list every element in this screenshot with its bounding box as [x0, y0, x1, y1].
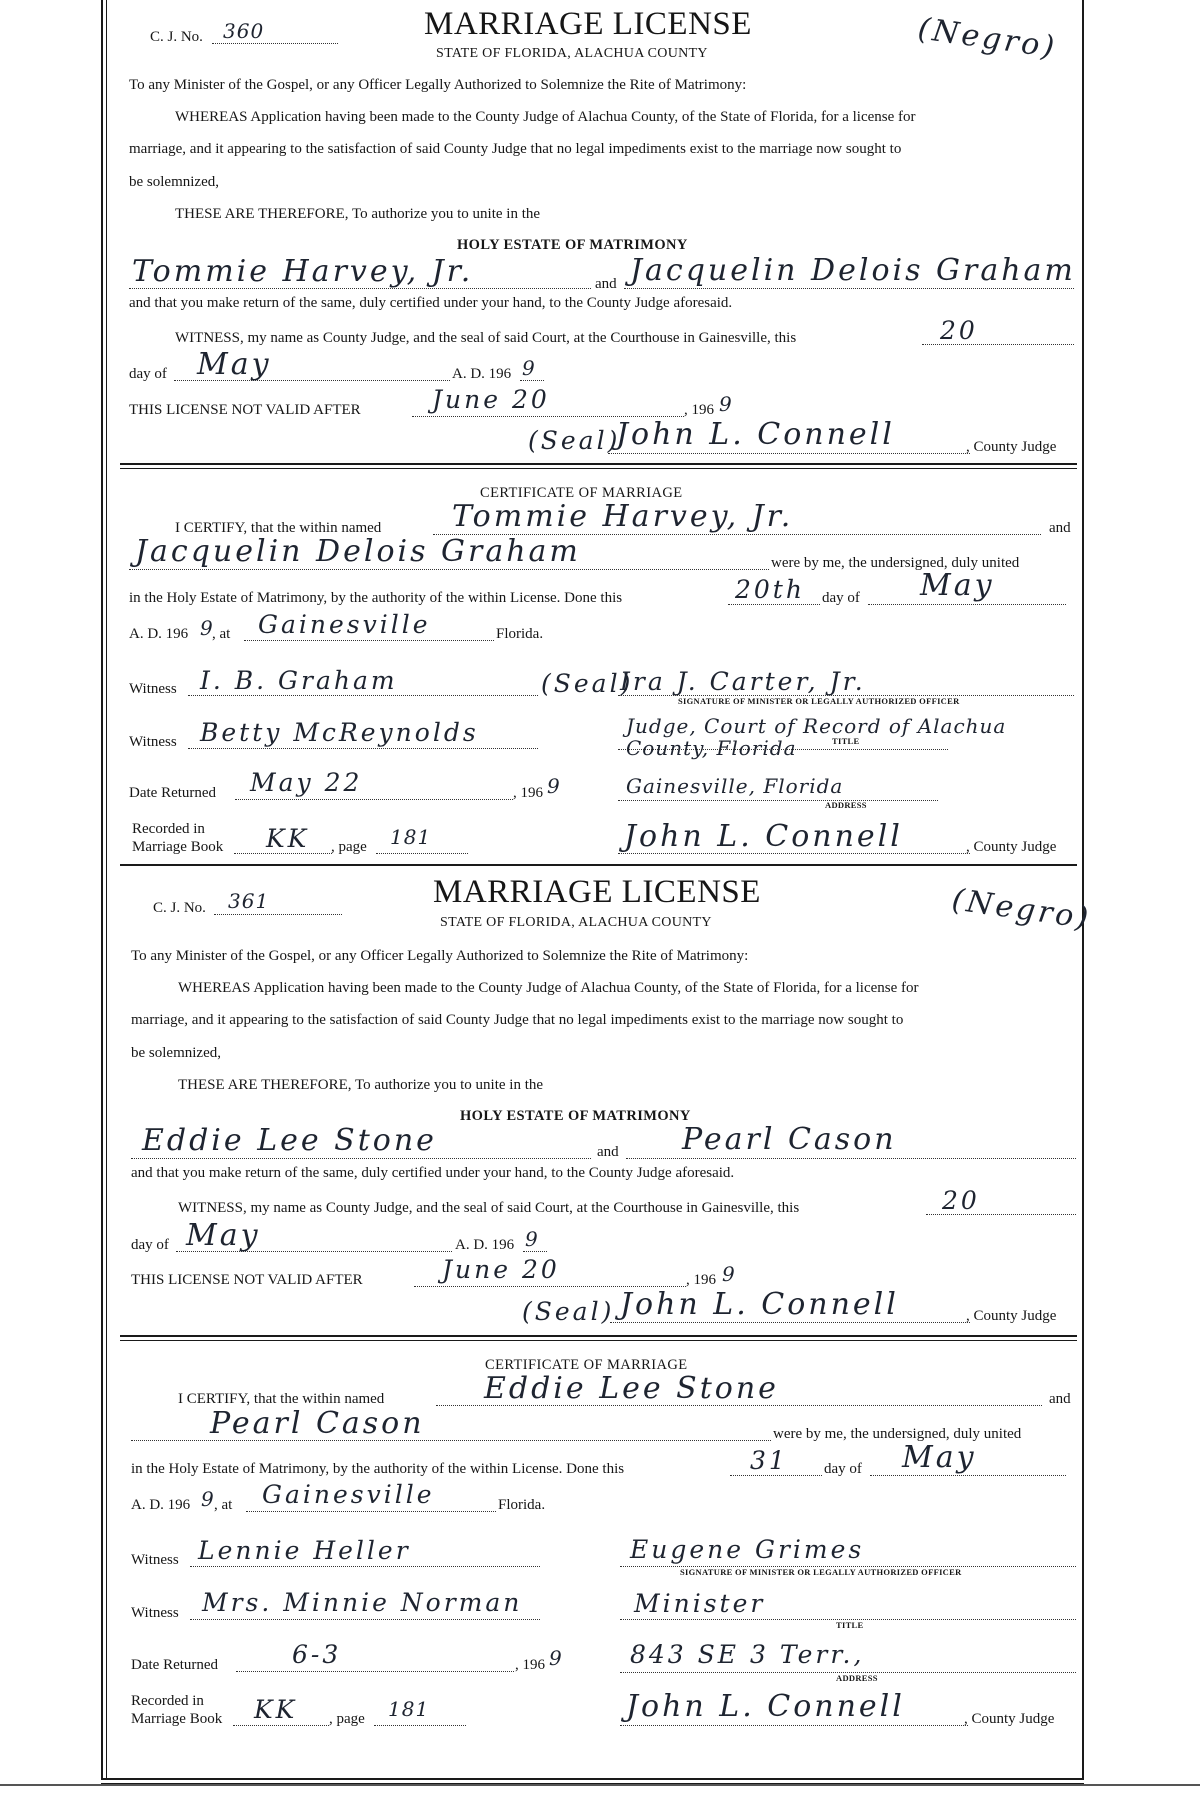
- return-line: and that you make return of the same, duly certified under your hand, to the County Judge aforesaid.: [131, 1165, 735, 1181]
- judge-seal: (Seal): [522, 1297, 615, 1326]
- officer-title: Minister: [634, 1589, 766, 1618]
- not-valid-label: THIS LICENSE NOT VALID AFTER: [129, 402, 361, 418]
- marriage-place: Gainesville: [262, 1480, 435, 1509]
- judge-line: [610, 1321, 970, 1323]
- day-of-label: day of: [129, 366, 167, 382]
- cert-county-judge-label: , County Judge: [966, 839, 1057, 855]
- frame-left-border: [101, 0, 103, 1780]
- at-label: , at: [212, 626, 231, 642]
- whereas-line-3: be solemnized,: [131, 1045, 221, 1061]
- and-word: and: [597, 1144, 619, 1160]
- cert-judge-signature: John L. Connell: [626, 1689, 905, 1724]
- witness1-signature: I. B. Graham: [200, 666, 398, 695]
- marriage-place: Gainesville: [258, 610, 431, 639]
- cert-year-digit: 9: [201, 1487, 214, 1511]
- judge-line: [608, 452, 970, 454]
- signature-caption: SIGNATURE OF MINISTER OR LEGALLY AUTHORIZED OFFICER: [678, 696, 960, 706]
- officer-signature: Eugene Grimes: [630, 1535, 865, 1564]
- ad-label: A. D. 196: [455, 1237, 515, 1253]
- done-day: 31: [750, 1446, 788, 1475]
- date-returned: May 22: [250, 768, 363, 797]
- whereas-line-2: marriage, and it appearing to the satisfaction of said County Judge that no legal impediments exist to the marriage now sought to: [129, 141, 902, 157]
- license-divider-inner: [120, 1340, 1077, 1341]
- marriage-book-label: Marriage Book: [131, 1711, 223, 1727]
- issue-month: May: [186, 1218, 261, 1253]
- cert-judge-line: [620, 1724, 968, 1726]
- certificate-heading: CERTIFICATE OF MARRIAGE: [485, 1357, 688, 1373]
- issue-day: 20: [942, 1186, 980, 1215]
- signature-caption: SIGNATURE OF MINISTER OR LEGALLY AUTHORIZED OFFICER: [680, 1567, 962, 1577]
- return-line: and that you make return of the same, duly certified under your hand, to the County Judge aforesaid.: [129, 295, 733, 311]
- book-value: KK: [266, 824, 310, 853]
- not-valid-year-prefix: , 196: [684, 402, 714, 418]
- frame-left-inner-border: [106, 0, 107, 1780]
- holy-estate-line: in the Holy Estate of Matrimony, by the authority of the within License. Done this: [129, 590, 623, 606]
- cert-county-judge-label: , County Judge: [964, 1711, 1055, 1727]
- groom-name: Eddie Lee Stone: [142, 1123, 437, 1158]
- officer-address: 843 SE 3 Terr.,: [630, 1640, 865, 1669]
- date-returned-line: [236, 1670, 514, 1672]
- issue-year-line: [523, 1250, 547, 1252]
- cj-line: [214, 913, 342, 915]
- were-united-label: were by me, the undersigned, duly united: [771, 555, 1020, 571]
- witness1-label: Witness: [129, 681, 177, 697]
- holy-estate-heading: HOLY ESTATE OF MATRIMONY: [457, 237, 688, 253]
- cert-and-word: and: [1049, 520, 1071, 536]
- race-annotation: (Negro): [915, 11, 1060, 66]
- witness1-line: [190, 1565, 540, 1567]
- at-label: , at: [214, 1497, 233, 1513]
- i-certify-label: I CERTIFY, that the within named: [175, 520, 382, 536]
- bride-name: Pearl Cason: [682, 1122, 897, 1157]
- date-returned-label: Date Returned: [131, 1657, 219, 1673]
- cj-number: 360: [223, 19, 265, 43]
- whereas-line-1: WHEREAS Application having been made to the County Judge of Alachua County, of the State of Florida, for a license for: [178, 980, 919, 996]
- whereas-line-2: marriage, and it appearing to the satisfaction of said County Judge that no legal impediments exist to the marriage now sought to: [131, 1012, 904, 1028]
- returned-year-digit: 9: [547, 774, 560, 798]
- place-line: [244, 639, 494, 641]
- certificate-heading: CERTIFICATE OF MARRIAGE: [480, 485, 683, 501]
- whereas-line-1: WHEREAS Application having been made to the County Judge of Alachua County, of the State of Florida, for a license for: [175, 109, 916, 125]
- done-month: May: [902, 1440, 977, 1475]
- page-value: 181: [390, 825, 432, 849]
- florida-label: Florida.: [498, 1497, 546, 1513]
- returned-year-prefix: , 196: [515, 1657, 545, 1673]
- cert-day-of-label: day of: [822, 590, 860, 606]
- license-divider: [120, 1335, 1077, 1337]
- witness2-line: [188, 747, 538, 749]
- officer-address-line: [618, 799, 938, 801]
- ad-label: A. D. 196: [452, 366, 512, 382]
- license-subtitle: STATE OF FLORIDA, ALACHUA COUNTY: [436, 46, 708, 61]
- groom-name: Tommie Harvey, Jr.: [132, 254, 474, 289]
- recorded-in-label: Recorded in: [132, 821, 205, 837]
- cert-judge-line: [618, 852, 970, 854]
- cert-judge-signature: John L. Connell: [624, 819, 903, 854]
- record-divider: [120, 864, 1077, 866]
- page-label: , page: [329, 1711, 365, 1727]
- therefore-line: THESE ARE THEREFORE, To authorize you to unite in the: [175, 206, 541, 222]
- cert-ad-label: A. D. 196: [131, 1497, 191, 1513]
- witness-line: WITNESS, my name as County Judge, and the seal of said Court, at the Courthouse in Gainesville, this: [178, 1200, 800, 1216]
- page-edge: [0, 1784, 1200, 1786]
- issue-year-digit: 9: [525, 1227, 538, 1251]
- not-valid-label: THIS LICENSE NOT VALID AFTER: [131, 1272, 363, 1288]
- not-valid-year-digit: 9: [719, 392, 732, 416]
- witness2-label: Witness: [129, 734, 177, 750]
- county-judge-label: , County Judge: [966, 1308, 1057, 1324]
- returned-year-digit: 9: [549, 1646, 562, 1670]
- license-divider: [120, 463, 1077, 465]
- license-title: MARRIAGE LICENSE: [424, 6, 752, 42]
- address-caption: ADDRESS: [825, 800, 867, 810]
- officer-title: Judge, Court of Record of Alachua County, Florida: [626, 714, 1007, 760]
- i-certify-label: I CERTIFY, that the within named: [178, 1391, 385, 1407]
- license-divider-inner: [120, 468, 1077, 469]
- cj-label: C. J. No.: [153, 900, 206, 916]
- florida-label: Florida.: [496, 626, 544, 642]
- day-of-label: day of: [131, 1237, 169, 1253]
- done-month-line: [868, 603, 1066, 605]
- book-line: [233, 1724, 329, 1726]
- officer-title-line: [618, 748, 948, 750]
- cert-bride-name: Jacquelin Delois Graham: [135, 534, 581, 569]
- whereas-line-3: be solemnized,: [129, 174, 219, 190]
- not-valid-year-digit: 9: [722, 1262, 735, 1286]
- done-month: May: [920, 568, 995, 603]
- cert-groom-name: Eddie Lee Stone: [484, 1371, 779, 1406]
- cj-label: C. J. No.: [150, 29, 203, 45]
- cert-ad-label: A. D. 196: [129, 626, 189, 642]
- title-caption: TITLE: [836, 1620, 864, 1630]
- frame-right-border: [1082, 0, 1084, 1780]
- not-valid-year-prefix: , 196: [686, 1272, 716, 1288]
- witness2-signature: Betty McReynolds: [200, 718, 479, 747]
- issue-month: May: [197, 347, 272, 382]
- date-returned: 6-3: [292, 1640, 342, 1669]
- salutation: To any Minister of the Gospel, or any Officer Legally Authorized to Solemnize the Rite of Matrimony:: [129, 77, 747, 93]
- date-returned-label: Date Returned: [129, 785, 217, 801]
- judge-signature: John L. Connell: [620, 1287, 899, 1322]
- not-valid-date: June 20: [432, 385, 550, 414]
- officer-seal: (Seal): [541, 669, 634, 698]
- title-caption: TITLE: [832, 736, 860, 746]
- and-word: and: [595, 276, 617, 292]
- cert-groom-name: Tommie Harvey, Jr.: [452, 499, 794, 534]
- license-subtitle: STATE OF FLORIDA, ALACHUA COUNTY: [440, 915, 712, 930]
- date-returned-line: [235, 798, 513, 800]
- witness1-label: Witness: [131, 1552, 179, 1568]
- were-united-label: were by me, the undersigned, duly united: [773, 1426, 1022, 1442]
- cj-number: 361: [228, 889, 270, 913]
- witness2-line: [190, 1618, 540, 1620]
- holy-estate-line: in the Holy Estate of Matrimony, by the authority of the within License. Done this: [131, 1461, 625, 1477]
- witness2-signature: Mrs. Minnie Norman: [202, 1588, 523, 1617]
- judge-seal: (Seal): [528, 426, 621, 455]
- cert-bride-name: Pearl Cason: [210, 1406, 425, 1441]
- witness2-label: Witness: [131, 1605, 179, 1621]
- address-caption: ADDRESS: [836, 1673, 878, 1683]
- bride-line: [626, 1157, 1076, 1159]
- race-annotation: (Negro): [949, 882, 1094, 937]
- frame-bottom-border: [101, 1778, 1084, 1780]
- cert-day-of-label: day of: [824, 1461, 862, 1477]
- therefore-line: THESE ARE THEREFORE, To authorize you to unite in the: [178, 1077, 544, 1093]
- not-valid-date: June 20: [442, 1255, 560, 1284]
- officer-signature: Ira J. Carter, Jr.: [620, 667, 866, 696]
- holy-estate-heading: HOLY ESTATE OF MATRIMONY: [460, 1108, 691, 1124]
- page-line: [374, 1724, 466, 1726]
- license-title: MARRIAGE LICENSE: [433, 874, 761, 910]
- place-line: [246, 1510, 496, 1512]
- recorded-in-label: Recorded in: [131, 1693, 204, 1709]
- officer-address: Gainesville, Florida: [626, 774, 844, 798]
- cert-year-digit: 9: [200, 616, 213, 640]
- judge-signature: John L. Connell: [616, 417, 895, 452]
- book-value: KK: [254, 1695, 298, 1724]
- issue-day: 20: [940, 316, 978, 345]
- issue-year-line: [520, 379, 544, 381]
- witness-line: WITNESS, my name as County Judge, and the seal of said Court, at the Courthouse in Gainesville, this: [175, 330, 797, 346]
- done-day: 20th: [735, 575, 805, 604]
- cert-and-word: and: [1049, 1391, 1071, 1407]
- salutation: To any Minister of the Gospel, or any Officer Legally Authorized to Solemnize the Rite of Matrimony:: [131, 948, 749, 964]
- page-value: 181: [388, 1697, 430, 1721]
- page-label: , page: [331, 839, 367, 855]
- page-line: [376, 852, 468, 854]
- marriage-book-label: Marriage Book: [132, 839, 224, 855]
- witness1-signature: Lennie Heller: [198, 1536, 411, 1565]
- bride-name: Jacquelin Delois Graham: [630, 253, 1076, 288]
- issue-year-digit: 9: [522, 356, 535, 380]
- county-judge-label: , County Judge: [966, 439, 1057, 455]
- returned-year-prefix: , 196: [513, 785, 543, 801]
